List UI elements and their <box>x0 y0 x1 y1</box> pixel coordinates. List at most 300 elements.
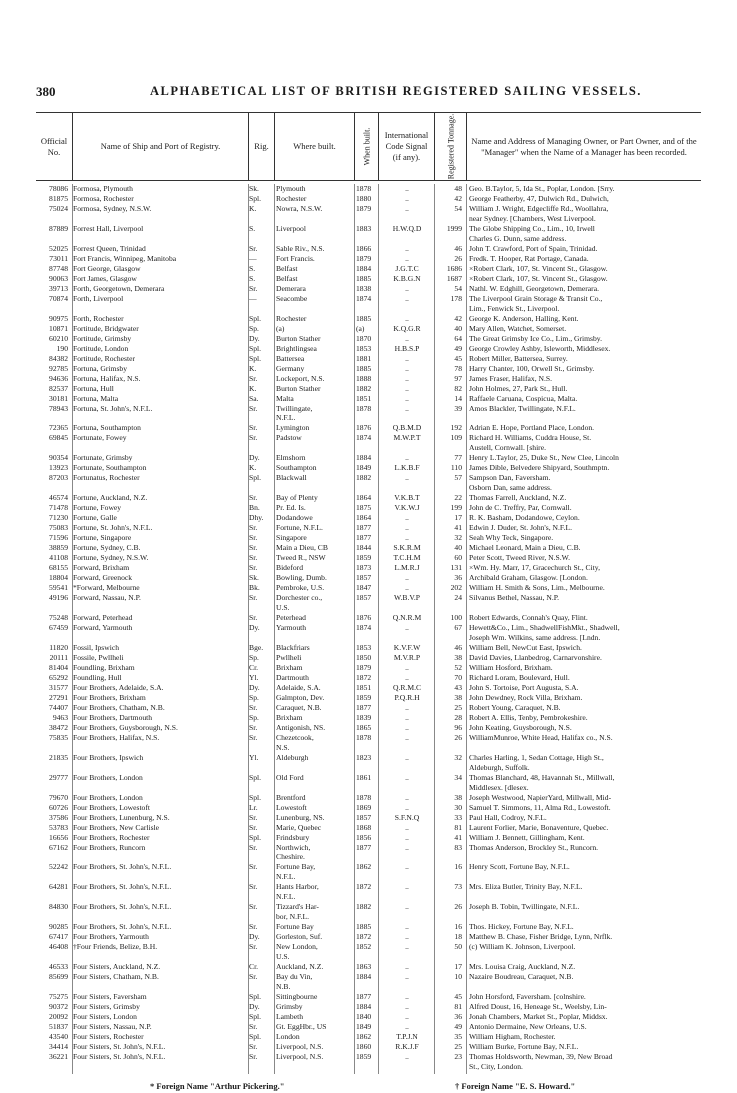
table-row <box>36 563 701 573</box>
tonnage-cell: 81 <box>454 822 462 832</box>
rig-cell: Sr. <box>249 1052 258 1062</box>
official-no-cell: 75248 <box>49 613 68 623</box>
code-signal-cell: .. <box>405 732 409 742</box>
ship-name-cell: Formosa, Rochester <box>73 193 134 203</box>
when-built-cell: 1856 <box>356 832 372 842</box>
table-row <box>36 264 701 274</box>
owner-cell: William H. Smith & Sons, Lim., Melbourne. <box>469 583 605 593</box>
when-built-cell: 1862 <box>356 1032 372 1042</box>
where-built-cell: Singapore <box>276 533 307 543</box>
official-no-cell: 71478 <box>49 503 68 513</box>
tonnage-cell: 1686 <box>446 263 462 273</box>
official-no-cell: 43540 <box>49 1032 68 1042</box>
ship-name-cell: Four Sisters, Chatham, N.B. <box>73 972 159 982</box>
tonnage-cell: 83 <box>454 842 462 852</box>
owner-cell: Sampson Dan, Faversham. <box>469 473 551 483</box>
code-signal-cell: Q.N.R.M <box>392 613 422 623</box>
code-signal-cell: .. <box>405 333 409 343</box>
rig-cell: Dy. <box>249 932 260 942</box>
owner-cell: Michael Leonard, Main a Dieu, C.B. <box>469 543 581 553</box>
where-built-cell: Grimsby <box>276 1002 303 1012</box>
table-row <box>36 543 701 553</box>
tonnage-cell: 40 <box>454 323 462 333</box>
table-row <box>36 473 701 483</box>
where-built-cell: Gt. EggHbr., US <box>276 1022 327 1032</box>
when-built-cell: 1849 <box>356 463 372 473</box>
rig-cell: Sk. <box>249 184 259 193</box>
official-no-cell: 65292 <box>49 672 68 682</box>
tonnage-cell: 77 <box>454 453 462 463</box>
official-no-cell: 72365 <box>49 423 68 433</box>
when-built-cell: 1874 <box>356 623 372 632</box>
code-signal-cell: .. <box>405 243 409 253</box>
ship-name-cell: Four Sisters, Rochester <box>73 1032 144 1042</box>
where-built-cell: Demerara <box>276 283 306 293</box>
table-row <box>36 982 701 992</box>
official-no-cell: 10871 <box>49 323 68 333</box>
table-row <box>36 922 701 932</box>
table-row <box>36 214 701 224</box>
when-built-cell: 1878 <box>356 732 372 742</box>
rig-cell: Dy. <box>249 1002 260 1012</box>
rig-cell: Yl. <box>249 672 259 682</box>
tonnage-cell: 97 <box>454 373 462 383</box>
code-signal-cell: .. <box>405 802 409 812</box>
where-built-cell: Chezetcook, <box>276 732 314 742</box>
when-built-cell: 1877 <box>356 702 372 712</box>
when-built-cell: 1873 <box>356 563 372 573</box>
table-row <box>36 274 701 284</box>
owner-cell: John T. Crawford, Port of Spain, Trinidad. <box>469 243 598 253</box>
where-built-cell: Pembroke, U.S. <box>276 583 325 593</box>
owner-cell: Jonah Chambers, Market St., Poplar, Middsx. <box>469 1012 608 1022</box>
owner-cell: Joseph Wm. Wilkins, same address. [Lndn. <box>469 632 601 642</box>
rig-cell: Sr. <box>249 882 258 892</box>
ship-name-cell: Fortitude, Rochester <box>73 353 136 363</box>
rig-cell: S. <box>249 263 256 273</box>
tonnage-cell: 81 <box>454 1002 462 1012</box>
official-no-cell: 49196 <box>49 593 68 603</box>
where-built-cell: Pwllheli <box>276 652 302 662</box>
table-row <box>36 623 701 633</box>
code-signal-cell: L.K.B.F <box>394 463 420 473</box>
when-built-cell: 1862 <box>356 862 372 872</box>
official-no-cell: 85699 <box>49 972 68 982</box>
official-no-cell: 18804 <box>49 573 68 583</box>
ship-name-cell: †Four Friends, Belize, B.H. <box>73 942 158 952</box>
where-built-cell: Frindsbury <box>276 832 310 842</box>
table-row <box>36 803 701 813</box>
when-built-cell: 1838 <box>356 283 372 293</box>
rig-cell: Sr. <box>249 243 258 253</box>
rig-cell: Sr. <box>249 842 258 852</box>
tonnage-cell: 96 <box>454 722 462 732</box>
where-built-cell: Twillingate, <box>276 403 313 413</box>
ship-name-cell: Four Sisters, London <box>73 1012 137 1022</box>
rig-cell: Lr. <box>249 802 258 812</box>
owner-cell: R. K. Basham, Dodandowe, Ceylon. <box>469 513 580 523</box>
ship-name-cell: Forrest Hall, Liverpool <box>73 223 144 233</box>
table-row <box>36 643 701 653</box>
rig-cell: Sr. <box>249 702 258 712</box>
official-no-cell: 20111 <box>49 652 68 662</box>
official-no-cell: 75024 <box>49 203 68 213</box>
owner-cell: Edwin J. Duder, St. John's, N.F.L. <box>469 523 572 533</box>
code-signal-cell: .. <box>405 383 409 393</box>
footnote-foreign-name-star: * Foreign Name "Arthur Pickering." <box>150 1081 285 1091</box>
ship-name-cell: Four Sisters, St. John's, N.F.L. <box>73 1052 166 1062</box>
where-built-cell: Caraquet, N.B. <box>276 702 322 712</box>
table-row <box>36 1002 701 1012</box>
rig-cell: Sr. <box>249 822 258 832</box>
when-built-cell: 1882 <box>356 473 372 483</box>
owner-cell: Richard Loram, Boulevard, Hull. <box>469 672 570 682</box>
official-no-cell: 9463 <box>52 712 68 722</box>
when-built-cell: 1883 <box>356 223 372 233</box>
rig-cell: Bn. <box>249 503 260 513</box>
code-signal-cell: .. <box>405 922 409 932</box>
rig-cell: Sr. <box>249 423 258 433</box>
where-built-cell: Seacombe <box>276 293 308 303</box>
owner-cell: Samuel T. Simmons, 11, Alma Rd., Lowestoft. <box>469 802 611 812</box>
owner-cell: John de C. Treffry, Par, Cornwall. <box>469 503 572 513</box>
rig-cell: Sr. <box>249 283 258 293</box>
code-signal-cell: K.Q.G.R <box>393 323 421 333</box>
code-signal-cell: .. <box>405 253 409 263</box>
when-built-cell: 1859 <box>356 1052 372 1062</box>
table-row <box>36 843 701 853</box>
where-built-cell: Auckland, N.Z. <box>276 962 324 972</box>
rig-cell: Sr. <box>249 403 258 413</box>
where-built-cell: Fortune, N.F.L. <box>276 523 323 533</box>
ship-name-cell: Forth, Georgetown, Demerara <box>73 283 165 293</box>
code-signal-cell: R.K.J.F <box>395 1042 419 1052</box>
owner-cell: William Hosford, Brixham. <box>469 662 553 672</box>
where-built-cell: Rochester <box>276 193 307 203</box>
official-no-cell: 87748 <box>49 263 68 273</box>
when-built-cell: 1884 <box>356 453 372 463</box>
tonnage-cell: 25 <box>454 1042 462 1052</box>
tonnage-cell: 16 <box>454 862 462 872</box>
where-built-cell: Galmpton, Dev. <box>276 692 325 702</box>
code-signal-cell: .. <box>405 1022 409 1032</box>
rig-cell: Sr. <box>249 493 258 503</box>
table-row <box>36 912 701 922</box>
tonnage-cell: 38 <box>454 792 462 802</box>
when-built-cell: 1880 <box>356 193 372 203</box>
ship-name-cell: Foundling, Hull <box>73 672 122 682</box>
ship-name-cell: Four Brothers, London <box>73 792 143 802</box>
tonnage-cell: 49 <box>454 1022 462 1032</box>
official-no-cell: 52242 <box>49 862 68 872</box>
where-built-cell: Marie, Quebec <box>276 822 322 832</box>
rig-cell: Sr. <box>249 523 258 533</box>
owner-cell: John Horsford, Faversham. [colnshire. <box>469 992 586 1002</box>
rig-cell: Bk. <box>249 583 260 593</box>
owner-cell: George Featherby, 47, Dulwich Rd., Dulwich, <box>469 193 609 203</box>
owner-cell: ×Robert Clark, 107, St. Vincent St., Glasgow. <box>469 273 608 283</box>
table-row <box>36 852 701 862</box>
official-no-cell: 52025 <box>49 243 68 253</box>
code-signal-cell: .. <box>405 672 409 682</box>
ship-name-cell: Fortune, Fowey <box>73 503 122 513</box>
where-built-cell: U.S. <box>276 952 290 962</box>
rig-cell: Sp. <box>249 652 259 662</box>
table-row <box>36 962 701 972</box>
code-signal-cell: H.W.Q.D <box>392 223 422 233</box>
owner-cell: Charles G. Dunn, same address. <box>469 233 567 243</box>
ship-name-cell: Four Sisters, Auckland, N.Z. <box>73 962 161 972</box>
rig-cell: Yl. <box>249 752 259 762</box>
where-built-cell: Belfast <box>276 273 298 283</box>
header-tonnage <box>434 113 466 180</box>
where-built-cell: Bowling, Dumb. <box>276 573 327 583</box>
tonnage-cell: 32 <box>454 533 462 543</box>
owner-cell: Henry Scott, Fortune Bay, N.F.L. <box>469 862 570 872</box>
owner-cell: ×Robert Clark, 107, St. Vincent St., Glasgow. <box>469 263 608 273</box>
ship-name-cell: Fortunate, Fowey <box>73 433 127 443</box>
ship-name-cell: Four Brothers, Brixham <box>73 692 146 702</box>
owner-cell: Alfred Doust, 16, Heneage St., Weelsby, Lin- <box>469 1002 607 1012</box>
when-built-cell: 1872 <box>356 882 372 892</box>
official-no-cell: 67162 <box>49 842 68 852</box>
when-built-cell: 1885 <box>356 313 372 323</box>
code-signal-cell: .. <box>405 513 409 523</box>
tonnage-cell: 54 <box>454 203 462 213</box>
where-built-cell: Burton Stather <box>276 383 321 393</box>
owner-cell: Thomas Anderson, Brockley St., Runcorn. <box>469 842 599 852</box>
tonnage-cell: 1687 <box>446 273 462 283</box>
when-built-cell: 1876 <box>356 613 372 623</box>
when-built-cell: 1879 <box>356 203 372 213</box>
tonnage-cell: 26 <box>454 732 462 742</box>
where-built-cell: Lambeth <box>276 1012 303 1022</box>
table-row <box>36 703 701 713</box>
when-built-cell: 1844 <box>356 543 372 553</box>
tonnage-cell: 70 <box>454 672 462 682</box>
where-built-cell: Lowestoft <box>276 802 307 812</box>
rig-cell: K. <box>249 463 257 473</box>
when-built-cell: 1859 <box>356 553 372 563</box>
tonnage-cell: 192 <box>450 423 462 433</box>
table-row <box>36 1052 701 1062</box>
tonnage-cell: 52 <box>454 662 462 672</box>
ship-name-cell: Formosa, Plymouth <box>73 184 133 193</box>
official-no-cell: 190 <box>56 343 68 353</box>
where-built-cell: Brixham <box>276 712 303 722</box>
tonnage-cell: 45 <box>454 992 462 1002</box>
ship-name-cell: Fort Francis, Winnipeg, Manitoba <box>73 253 177 263</box>
header-tonnage-text: Registered Tonnage. <box>446 113 455 180</box>
code-signal-cell: .. <box>405 862 409 872</box>
header-rig: Rig. <box>248 113 274 180</box>
tonnage-cell: 199 <box>450 503 462 513</box>
table-row <box>36 224 701 234</box>
header-owner: Name and Address of Managing Owner, or Part Owner, and of the "Manager" when the Name of a Manager has been recorded. <box>466 113 701 180</box>
tonnage-cell: 18 <box>454 932 462 942</box>
when-built-cell: 1875 <box>356 503 372 513</box>
rig-cell: Sp. <box>249 712 259 722</box>
where-built-cell: New London, <box>276 942 318 952</box>
rig-cell: K. <box>249 383 257 393</box>
tonnage-cell: 32 <box>454 752 462 762</box>
where-built-cell: Antigonish, NS. <box>276 722 326 732</box>
owner-cell: Adrian E. Hope, Portland Place, London. <box>469 423 595 433</box>
tonnage-cell: 10 <box>454 972 462 982</box>
rig-cell: Sr. <box>249 862 258 872</box>
code-signal-cell: .. <box>405 772 409 782</box>
code-signal-cell: S.F.N.Q <box>394 812 420 822</box>
table-row <box>36 573 701 583</box>
code-signal-cell: .. <box>405 992 409 1002</box>
official-no-cell: 75083 <box>49 523 68 533</box>
rig-cell: Dy. <box>249 333 260 343</box>
table-row <box>36 972 701 982</box>
code-signal-cell: .. <box>405 313 409 323</box>
rig-cell: Sr. <box>249 922 258 932</box>
ship-name-cell: Four Sisters, Faversham <box>73 992 147 1002</box>
rig-cell: Sr. <box>249 1022 258 1032</box>
tonnage-cell: 46 <box>454 642 462 652</box>
table-row <box>36 653 701 663</box>
rig-cell: K. <box>249 203 257 213</box>
rig-cell: Spl. <box>249 473 262 483</box>
when-built-cell: 1860 <box>356 1042 372 1052</box>
code-signal-cell: .. <box>405 662 409 672</box>
code-signal-cell: .. <box>405 752 409 762</box>
when-built-cell: 1849 <box>356 1022 372 1032</box>
when-built-cell: 1864 <box>356 493 372 503</box>
owner-cell: Mrs. Louisa Craig, Auckland, N.Z. <box>469 962 576 972</box>
table-row <box>36 453 701 463</box>
table-row <box>36 872 701 882</box>
code-signal-cell: .. <box>405 203 409 213</box>
table-row <box>36 374 701 384</box>
rig-cell: S. <box>249 223 256 233</box>
tonnage-cell: 39 <box>454 403 462 413</box>
official-no-cell: 94636 <box>49 373 68 383</box>
table-row <box>36 503 701 513</box>
when-built-cell: 1882 <box>356 383 372 393</box>
rig-cell: Bge. <box>249 642 264 652</box>
table-row <box>36 763 701 773</box>
rig-cell: Sp. <box>249 323 259 333</box>
table-row <box>36 204 701 214</box>
when-built-cell: 1864 <box>356 513 372 523</box>
when-built-cell: 1865 <box>356 722 372 732</box>
where-built-cell: London <box>276 1032 300 1042</box>
rig-cell: Dy. <box>249 453 260 463</box>
rig-cell: Sr. <box>249 1042 258 1052</box>
header-code-signal: International Code Signal (if any). <box>378 113 434 180</box>
owner-cell: near Sydney. [Chambers, West Liverpool. <box>469 213 596 223</box>
owner-cell: James Dible, Belvedere Shipyard, Southmptn. <box>469 463 610 473</box>
table-row <box>36 384 701 394</box>
tonnage-cell: 38 <box>454 692 462 702</box>
official-no-cell: 90285 <box>49 922 68 932</box>
when-built-cell: 1879 <box>356 253 372 263</box>
code-signal-cell: K.V.F.W <box>393 642 421 652</box>
tonnage-cell: 73 <box>454 882 462 892</box>
owner-cell: Thomas Farrell, Auckland, N.Z. <box>469 493 567 503</box>
header-when-built <box>354 113 378 180</box>
ship-name-cell: Four Brothers, Lowestoft <box>73 802 150 812</box>
ship-name-cell: Four Brothers, London <box>73 772 143 782</box>
owner-cell: The Great Grimsby Ice Co., Lim., Grimsby. <box>469 333 603 343</box>
where-built-cell: Southampton <box>276 463 317 473</box>
official-no-cell: 21835 <box>49 752 68 762</box>
official-no-cell: 37586 <box>49 812 68 822</box>
owner-cell: Austell, Cornwall. [shire. <box>469 443 546 453</box>
official-no-cell: 60210 <box>49 333 68 343</box>
rig-cell: Sa. <box>249 393 259 403</box>
code-signal-cell: .. <box>405 453 409 463</box>
when-built-cell: 1868 <box>356 822 372 832</box>
rig-cell: Sr. <box>249 563 258 573</box>
tonnage-cell: 78 <box>454 363 462 373</box>
when-built-cell: 1879 <box>356 662 372 672</box>
rig-cell: Sr. <box>249 553 258 563</box>
page-title: ALPHABETICAL LIST OF BRITISH REGISTERED SAILING VESSELS. <box>150 84 642 98</box>
owner-cell: John S. Tortoise, Port Augusta, S.A. <box>469 682 579 692</box>
when-built-cell: 1857 <box>356 573 372 583</box>
where-built-cell: Elmshorn <box>276 453 306 463</box>
owner-cell: Matthew B. Chase, Fisher Bridge, Lynn, Nrflk. <box>469 932 613 942</box>
when-built-cell: 1823 <box>356 752 372 762</box>
owner-cell: John Holmes, 27, Park St., Hull. <box>469 383 568 393</box>
where-built-cell: Brightlingsea <box>276 343 317 353</box>
ship-name-cell: Four Brothers, New Carlisle <box>73 822 160 832</box>
rig-cell: K. <box>249 363 257 373</box>
where-built-cell: N.F.L. <box>276 892 296 902</box>
official-no-cell: 75275 <box>49 992 68 1002</box>
tonnage-cell: 45 <box>454 353 462 363</box>
when-built-cell: 1872 <box>356 932 372 942</box>
code-signal-cell: .. <box>405 722 409 732</box>
official-no-cell: 84830 <box>49 902 68 912</box>
where-built-cell: Lunenburg, NS. <box>276 812 325 822</box>
tonnage-cell: 40 <box>454 543 462 553</box>
code-signal-cell: .. <box>405 1002 409 1012</box>
tonnage-cell: 41 <box>454 523 462 533</box>
code-signal-cell: .. <box>405 1012 409 1022</box>
when-built-cell: 1857 <box>356 593 372 603</box>
tonnage-cell: 43 <box>454 682 462 692</box>
code-signal-cell: V.K.W.J <box>394 503 420 513</box>
header-when-built-text: When built. <box>362 127 371 166</box>
code-signal-cell: .. <box>405 373 409 383</box>
ship-name-cell: Forward, Greenock <box>73 573 133 583</box>
where-built-cell: Tizzard's Har- <box>276 902 319 912</box>
owner-cell: Antonio Dermaine, New Orleans, U.S. <box>469 1022 587 1032</box>
tonnage-cell: 28 <box>454 712 462 722</box>
official-no-cell: 74407 <box>49 702 68 712</box>
where-built-cell: bor, N.F.L. <box>276 912 310 922</box>
where-built-cell: Tweed R., NSW <box>276 553 326 563</box>
rig-cell: Dhy. <box>249 513 264 523</box>
code-signal-cell: .. <box>405 193 409 203</box>
rig-cell: Sr. <box>249 942 258 952</box>
when-built-cell: 1869 <box>356 802 372 812</box>
owner-cell: Seah Why Teck, Singapore. <box>469 533 554 543</box>
ship-name-cell: Fortune, St. John's, N.F.L. <box>73 523 153 533</box>
rig-cell: Sr. <box>249 722 258 732</box>
ship-name-cell: Fortunate, Grimsby <box>73 453 133 463</box>
ship-name-cell: Forward, Yarmouth <box>73 623 133 632</box>
official-no-cell: 13923 <box>49 463 68 473</box>
where-built-cell: Aldeburgh <box>276 752 309 762</box>
table-row <box>36 344 701 354</box>
